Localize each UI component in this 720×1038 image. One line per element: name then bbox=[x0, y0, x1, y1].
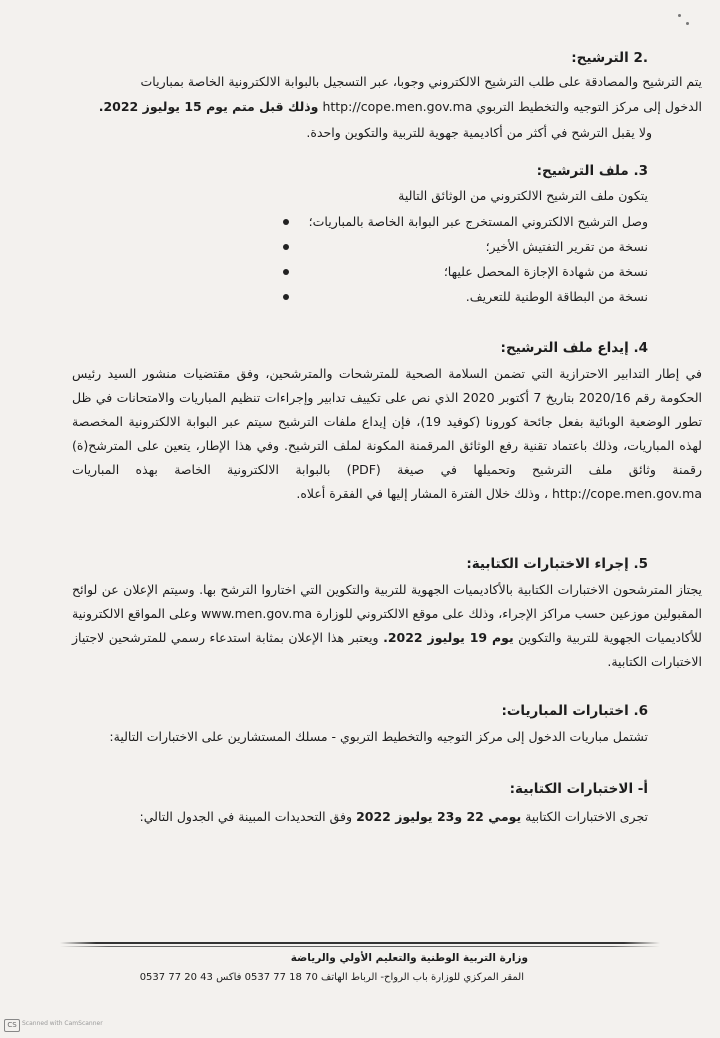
bullet-icon bbox=[283, 219, 289, 225]
bullet-icon bbox=[283, 294, 289, 300]
bullet-icon bbox=[283, 269, 289, 275]
section-3-heading: 3. ملف الترشيح: bbox=[536, 163, 648, 179]
section-2-deadline: وذلك قبل متم يوم 15 يوليوز 2022. bbox=[98, 99, 319, 114]
section-4-paragraph: في إطار التدابير الاحترازية التي تضمن السلامة الصحية للمترشحات والمترشحين، وفق مقتضيات منشور السيد رئيس الحكومة رقم 2020/16 بتاريخ 7 أكتوبر 2020 الذي نص على تكييف تدابير وإجراءات تنظيم المباريات والامتحانات في ظل تطور الوضعية الوبائية بفعل جائحة كورونا (كوفيد 19)، فإن إيداع ملفات الترشيح سيتم عبر البوابة الالكترونية المخصصة لهذه المباريات، وذلك باعتماد تقنية رفع الوثائق المرقمنة المكونة لملف الترشيح. وفي هذا الإطار، يتعين على المترشح(ة) رقمنة وثائق ملف الترشيح وتحميلها في صيغة (PDF) بالبوابة الالكترونية الخاصة بهذه المباريات http://cope.men.gov.ma ، وذلك خلال الفترة المشار إليها في الفقرة أعلاه. bbox=[72, 366, 703, 501]
section-4-heading: 4. إيداع ملف الترشيح: bbox=[500, 340, 648, 356]
section-2-line-2 bbox=[99, 95, 702, 119]
section-5-text-1: يجتاز المترشحون الاختبارات الكتابية بالأكاديميات الجهوية للتربية والتكوين التي اختاروا الترشح بها. وسيتم الإعلان عن لوائح المقبولين موزعين حسب مراكز الإجراء، وذلك على موقع الالكتروني للوزارة www.men.gov.ma وعلى المواقع الالكترونية للأكاديميات الجهوية للتربية والتكوين bbox=[72, 582, 702, 645]
section-5-date: يوم 19 يوليوز 2022. bbox=[383, 630, 514, 645]
footer-divider-thin bbox=[60, 946, 660, 947]
section-5-text-2: ويعتبر هذا الإعلان بمثابة استدعاء رسمي للمترشحين لاجتياز الاختبارات الكتابية. bbox=[72, 630, 702, 669]
scan-speck bbox=[686, 22, 689, 25]
subsection-a-line bbox=[140, 805, 648, 829]
subsection-a-text-1: تجرى الاختبارات الكتابية bbox=[525, 809, 648, 824]
list-item: نسخة من البطاقة الوطنية للتعريف. bbox=[309, 284, 648, 309]
section-2-heading: .2 الترشيح: bbox=[571, 50, 648, 66]
section-3-list bbox=[309, 209, 648, 309]
subsection-a-dates: يومي 22 و23 يوليوز 2022 bbox=[356, 809, 522, 824]
section-5-heading: 5. إجراء الاختبارات الكتابية: bbox=[466, 556, 648, 572]
section-2-line-2-text: الدخول إلى مركز التوجيه والتخطيط التربوي bbox=[476, 99, 702, 114]
list-item: نسخة من تقرير التفتيش الأخير؛ bbox=[309, 234, 648, 259]
section-6-heading: 6. اختبارات المباريات: bbox=[501, 703, 648, 719]
section-3-intro: يتكون ملف الترشيح الالكتروني من الوثائق التالية bbox=[398, 188, 648, 203]
section-5-paragraph bbox=[72, 578, 702, 674]
footer-ministry: وزارة التربية الوطنية والتعليم الأولي والرياضة bbox=[290, 952, 528, 964]
section-6-line: تشتمل مباريات الدخول إلى مركز التوجيه والتخطيط التربوي - مسلك المستشارين على الاختبارات التالية: bbox=[109, 729, 648, 744]
section-2-line-3: ولا يقبل الترشح في أكثر من أكاديمية جهوية للتربية والتكوين واحدة. bbox=[306, 125, 652, 140]
list-item: وصل الترشيح الالكتروني المستخرج عبر البوابة الخاصة بالمباريات؛ bbox=[309, 209, 648, 234]
section-2-url[interactable]: http://cope.men.gov.ma bbox=[322, 99, 473, 114]
list-item: نسخة من شهادة الإجازة المحصل عليها؛ bbox=[309, 259, 648, 284]
footer-divider bbox=[60, 942, 660, 944]
bullet-icon bbox=[283, 244, 289, 250]
camscanner-watermark: Scanned with CamScanner bbox=[22, 1020, 103, 1027]
subsection-a-text-2: وفق التحديدات المبينة في الجدول التالي: bbox=[139, 809, 353, 824]
section-2-line-1: يتم الترشيح والمصادقة على طلب الترشيح الالكتروني وجوبا، عبر التسجيل بالبوابة الالكترونية الخاصة بمباريات bbox=[140, 74, 702, 89]
footer-address: المقر المركزي للوزارة باب الرواح- الرباط الهاتف 70 18 77 0537 فاكس 43 20 77 0537 bbox=[139, 972, 524, 983]
camscanner-logo-icon: CS bbox=[4, 1019, 20, 1032]
scan-speck bbox=[678, 14, 681, 17]
subsection-a-heading: أ- الاختبارات الكتابية: bbox=[509, 781, 648, 797]
